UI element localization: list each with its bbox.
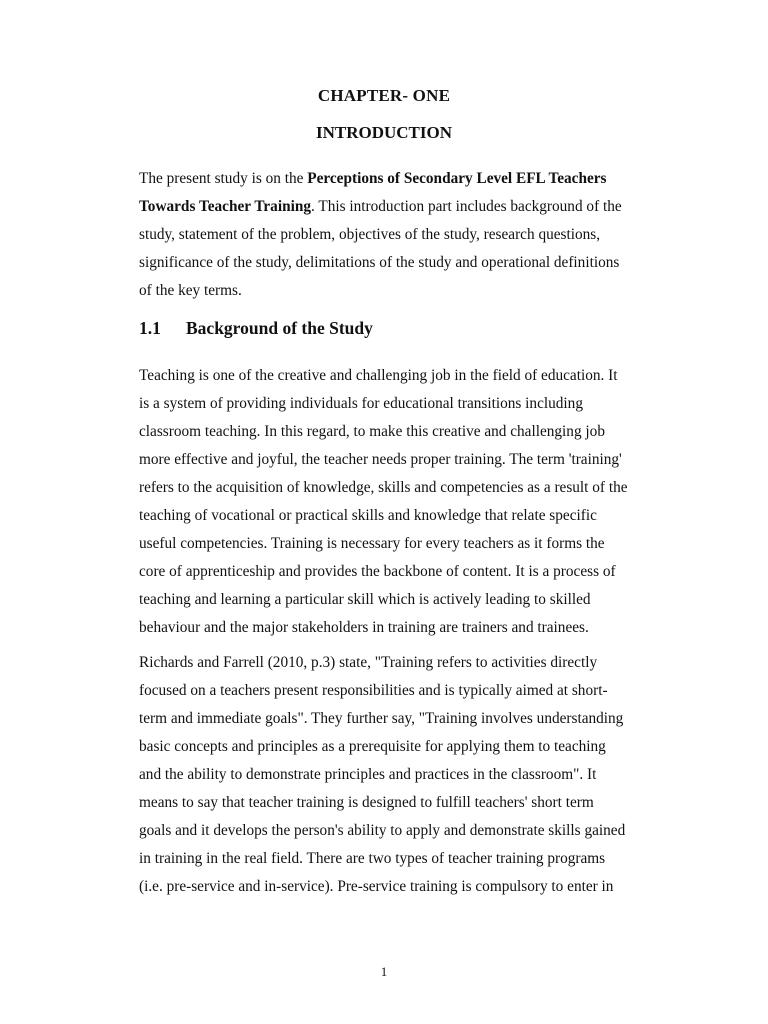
paragraph-line: refers to the acquisition of knowledge, skills and competencies as a result of the	[139, 479, 628, 496]
page-number: 1	[380, 964, 388, 979]
paragraph-line: and the ability to demonstrate principles and practices in the classroom". It	[139, 766, 597, 783]
paragraph-line: teaching of vocational or practical skills and knowledge that relate specific	[139, 507, 597, 524]
paragraph-line: Teaching is one of the creative and challenging job in the field of education. It	[139, 367, 618, 384]
paragraph-line: basic concepts and principles as a prerequisite for applying them to teaching	[139, 738, 606, 755]
background-paragraph-2	[139, 649, 679, 901]
paragraph-line: behaviour and the major stakeholders in training are trainers and trainees.	[139, 619, 589, 636]
paragraph-line: teaching and learning a particular skill which is actively leading to skilled	[139, 591, 591, 608]
intro-line: study, statement of the problem, objectives of the study, research questions,	[139, 226, 601, 243]
study-title-bold: Towards Teacher Training	[139, 198, 311, 215]
study-title-bold: Perceptions of Secondary Level EFL Teachers	[307, 170, 607, 187]
section-heading	[139, 318, 373, 339]
paragraph-line: term and immediate goals". They further say, "Training involves understanding	[139, 710, 624, 727]
paragraph-line: (i.e. pre-service and in-service). Pre-service training is compulsory to enter in	[139, 878, 614, 895]
intro-line: significance of the study, delimitations of the study and operational definitions	[139, 254, 620, 271]
intro-line: of the key terms.	[139, 282, 242, 299]
section-title: Background of the Study	[186, 318, 373, 338]
chapter-subtitle: INTRODUCTION	[315, 123, 453, 142]
paragraph-line: in training in the real field. There are two types of teacher training programs	[139, 850, 606, 867]
paragraph-line: goals and it develops the person's ability to apply and demonstrate skills gained	[139, 822, 626, 839]
paragraph-line: focused on a teachers present responsibilities and is typically aimed at short-	[139, 682, 608, 699]
paragraph-line: classroom teaching. In this regard, to make this creative and challenging job	[139, 423, 605, 440]
background-paragraph-1	[139, 362, 679, 642]
intro-paragraph	[139, 165, 679, 305]
paragraph-line: means to say that teacher training is designed to fulfill teachers' short term	[139, 794, 594, 811]
section-number: 1.1	[139, 318, 161, 338]
paragraph-line: core of apprenticeship and provides the backbone of content. It is a process of	[139, 563, 616, 580]
chapter-title: CHAPTER- ONE	[317, 86, 451, 105]
intro-text: . This introduction part includes background of the	[311, 198, 622, 215]
intro-text: The present study is on the	[139, 170, 308, 187]
intro-line	[139, 193, 679, 221]
intro-line	[139, 165, 679, 193]
paragraph-line: more effective and joyful, the teacher needs proper training. The term 'training'	[139, 451, 622, 468]
paragraph-line: is a system of providing individuals for educational transitions including	[139, 395, 583, 412]
paragraph-line: useful competencies. Training is necessary for every teachers as it forms the	[139, 535, 605, 552]
paragraph-line: Richards and Farrell (2010, p.3) state, "Training refers to activities directly	[139, 654, 598, 671]
